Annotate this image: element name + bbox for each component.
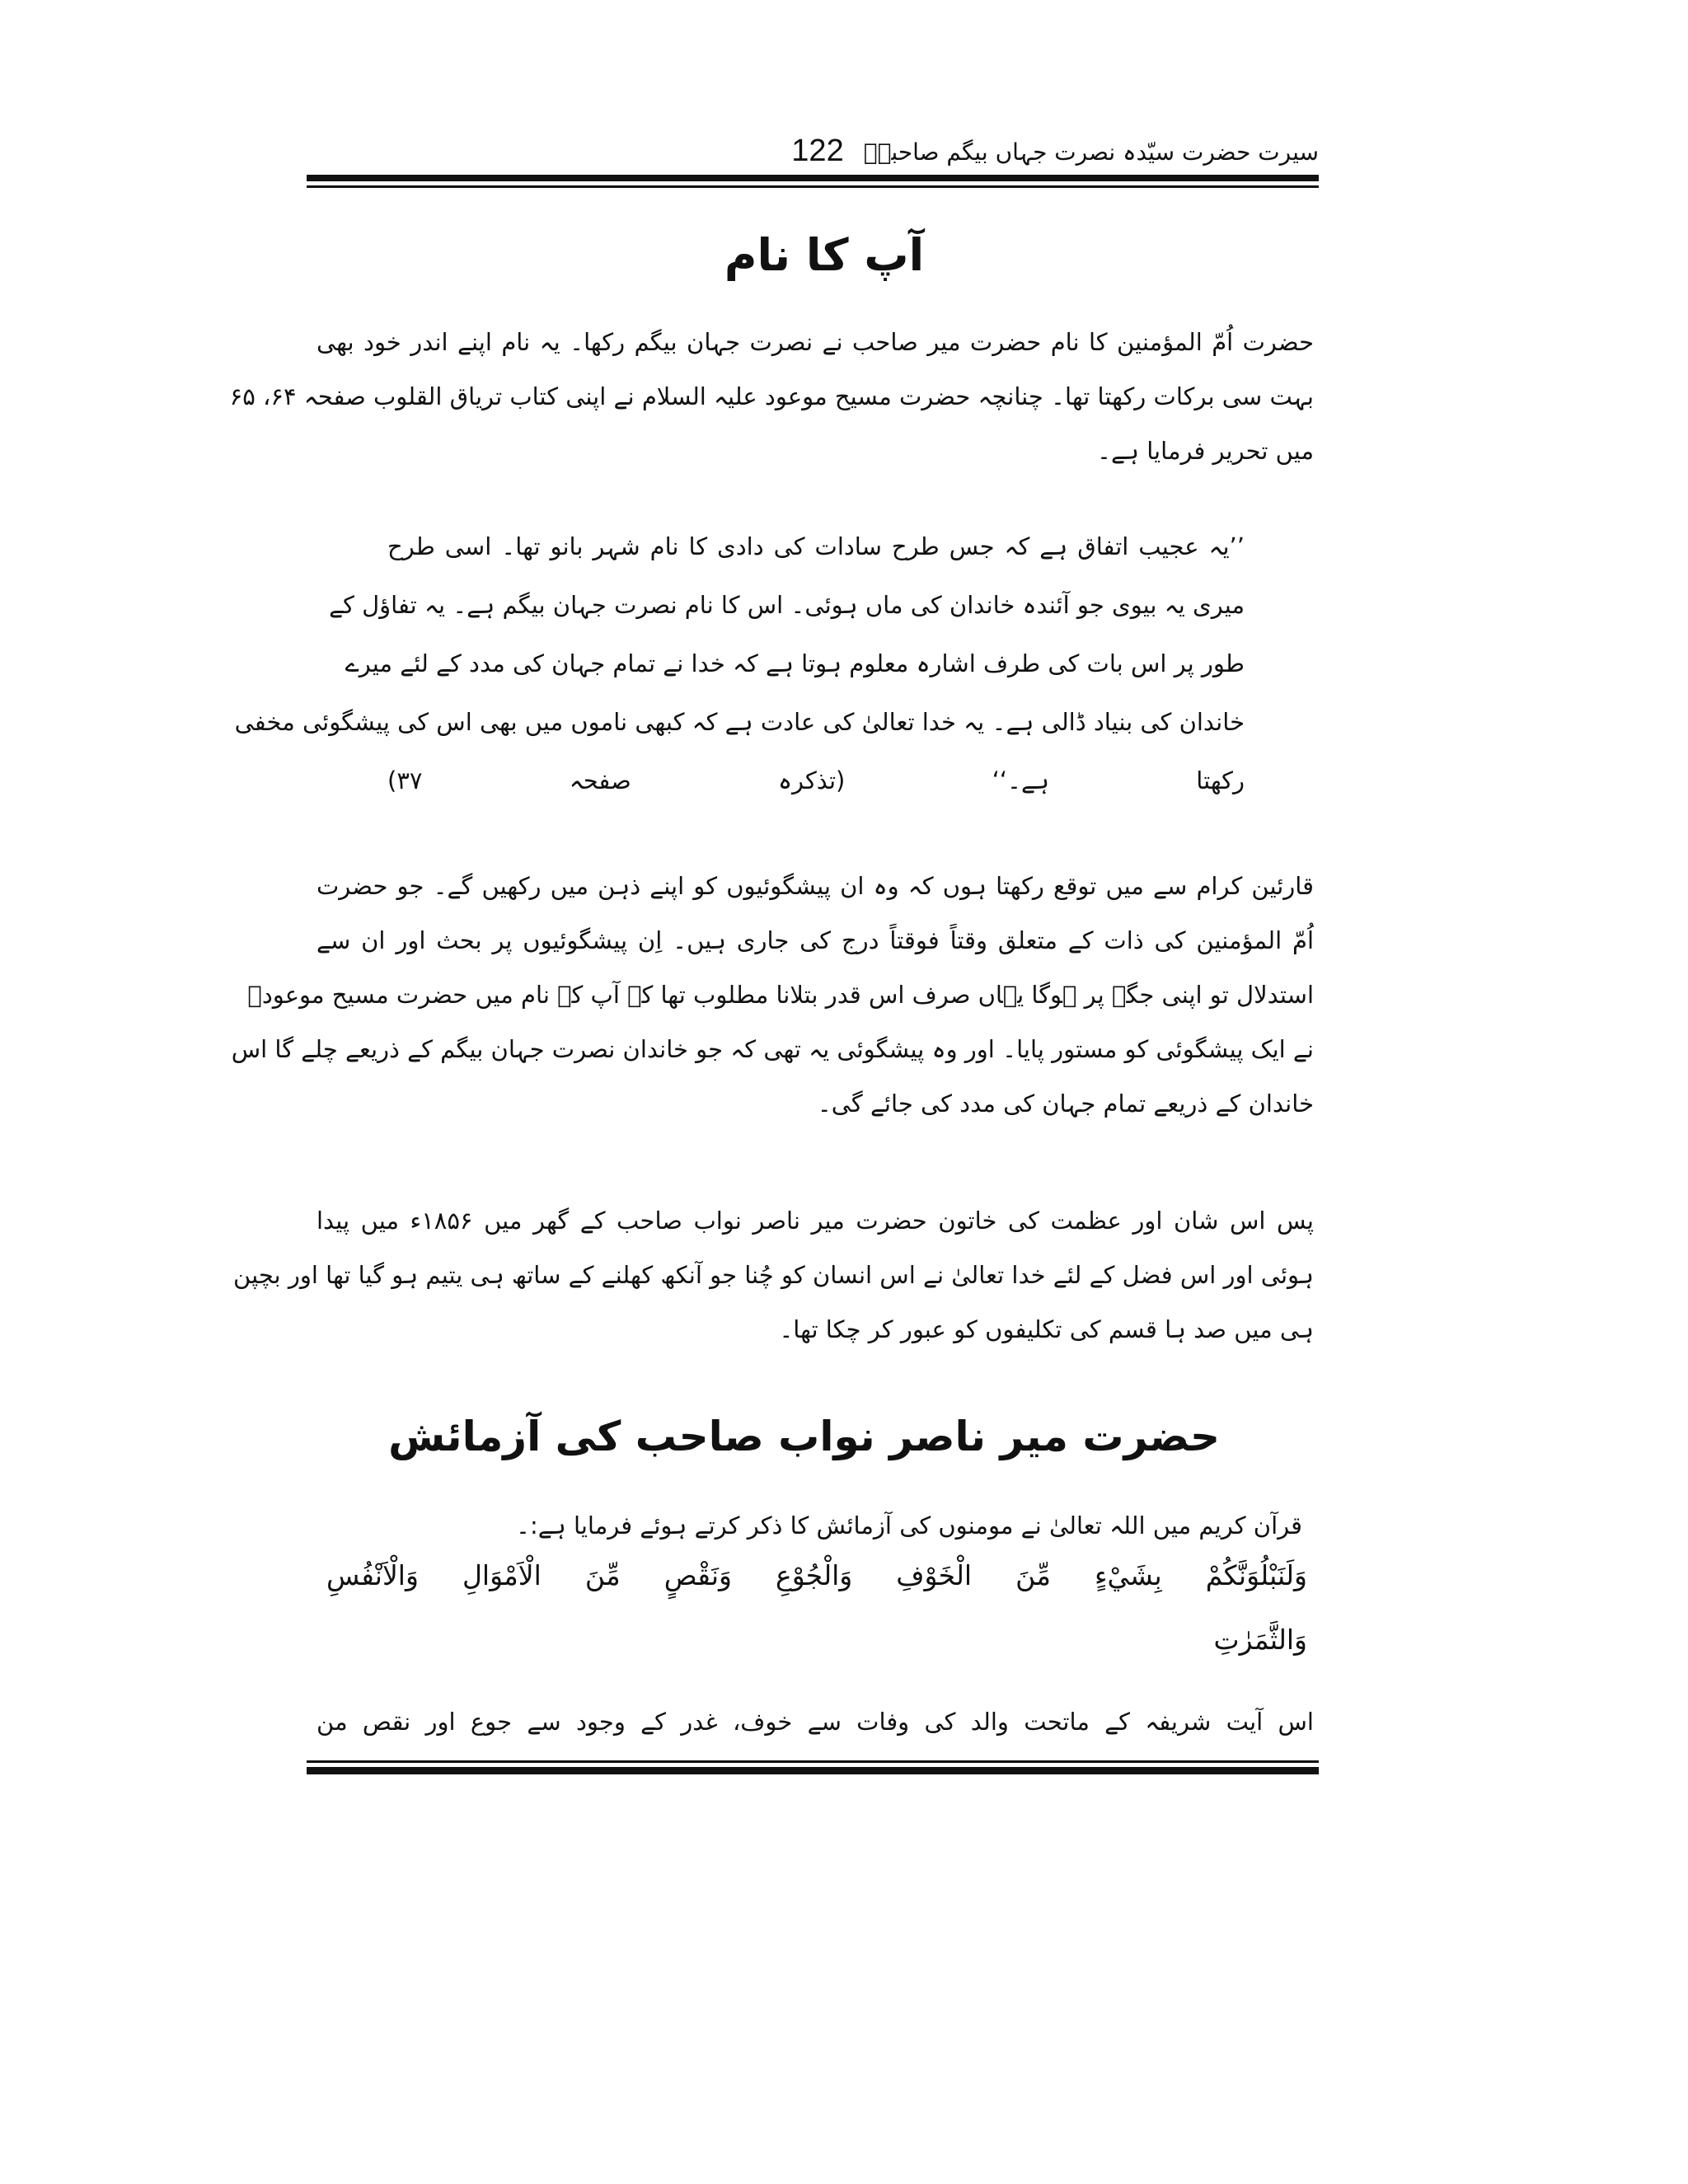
text-line: اُمّ المؤمنین کی ذات کے متعلق وقتاً فوقتاً درج کی جاری ہیں۔ اِن پیشگوئیوں پر بحث اور ان سے (316, 926, 1314, 954)
quote-line: رکھتا ہے۔‘‘ (تذکرہ صفحہ ۳۷) (387, 766, 1245, 794)
quran-verse-line-2: وَالثَّمَرٰتِ (1213, 1624, 1307, 1656)
paragraph-quran-intro (516, 1498, 1302, 1553)
text-line: قارئین کرام سے میں توقع رکھتا ہوں کہ وہ ان پیشگوئیوں کو اپنے ذہن میں رکھیں گے۔ جو حضرت (316, 872, 1314, 900)
text-line: میں تحریر فرمایا ہے۔ (1097, 437, 1314, 465)
text-line: خاندان کے ذریعے تمام جہان کی مدد کی جائے گی۔ (817, 1090, 1314, 1118)
paragraph-birth (233, 1193, 1314, 1357)
header-rule-thin (307, 185, 1319, 188)
header-rule-thick (307, 175, 1319, 181)
block-quote (234, 518, 1245, 810)
page-number: 122 (791, 134, 844, 168)
quote-line: خاندان کی بنیاد ڈالی ہے۔ یہ خدا تعالیٰ کی عادت ہے کہ کبھی ناموں میں بھی اس کی پیشگوئی مخفی (234, 708, 1245, 736)
paragraph-verse-explanation (316, 1694, 1314, 1749)
quote-line: طور پر اس بات کی طرف اشارہ معلوم ہوتا ہے کہ خدا نے تمام جہان کی مدد کے لئے میرے (345, 649, 1245, 677)
footer-rule-thick (307, 1767, 1319, 1774)
text-line: استدلال تو اپنی جگہ پر ہوگا یہاں صرف اس قدر بتلانا مطلوب تھا کہ آپ کے نام میں حضرت مسیح موعودؑ (247, 981, 1314, 1009)
section-heading-trial: حضرت میر ناصر نواب صاحب کی آزمائش (388, 1413, 1220, 1460)
text-line: اس آیت شریفہ کے ماتحت والد کی وفات سے خوف، غدر کے وجود سے جوع اور نقص من (316, 1708, 1314, 1736)
quote-line: ’’یہ عجیب اتفاق ہے کہ جس طرح سادات کی دادی کا نام شہر بانو تھا۔ اسی طرح (387, 532, 1245, 560)
text-line: ہی میں صد ہا قسم کی تکلیفوں کو عبور کر چکا تھا۔ (779, 1315, 1314, 1343)
text-line: نے ایک پیشگوئی کو مستور پایا۔ اور وہ پیشگوئی یہ تھی کہ جو خاندان نصرت جہان بیگم کے ذریعے چلے گا اس (231, 1035, 1314, 1063)
running-title: سیرت حضرت سیّدہ نصرت جہاں بیگم صاحبہؓ (863, 138, 1319, 166)
section-heading-name: آپ کا نام (724, 229, 925, 281)
paragraph-readers (231, 859, 1314, 1131)
quran-verse-line-1: وَلَنَبْلُوَنَّكُمْ بِشَيْءٍ مِّنَ الْخَوْفِ وَالْجُوْعِ وَنَقْصٍ مِّنَ الْاَمْوَالِ وَالْاَنْفُسِ (326, 1559, 1307, 1591)
text-line: حضرت اُمّ المؤمنین کا نام حضرت میر صاحب نے نصرت جہان بیگم رکھا۔ یہ نام اپنے اندر خود بھی (316, 328, 1314, 356)
text-line: پس اس شان اور عظمت کی خاتون حضرت میر ناصر نواب صاحب کے گھر میں ۱۸۵۶ء میں پیدا (316, 1207, 1314, 1235)
quote-line: میری یہ بیوی جو آئندہ خاندان کی ماں ہوئی۔ اس کا نام نصرت جہان بیگم ہے۔ یہ تفاؤل کے (329, 591, 1245, 619)
footer-rule-thin (307, 1760, 1319, 1763)
paragraph-intro (229, 315, 1314, 478)
text-line: بہت سی برکات رکھتا تھا۔ چنانچہ حضرت مسیح موعود علیہ السلام نے اپنی کتاب تریاق القلوب صفحہ ۶۴، ۶۵ (229, 382, 1314, 410)
text-line: ہوئی اور اس فضل کے لئے خدا تعالیٰ نے اس انسان کو چُنا جو آنکھ کھلنے کے ساتھ ہی یتیم ہو گیا تھا اور بچپن (233, 1261, 1314, 1289)
text-line: قرآن کریم میں اللہ تعالیٰ نے مومنوں کی آزمائش کا ذکر کرتے ہوئے فرمایا ہے:۔ (516, 1511, 1302, 1540)
